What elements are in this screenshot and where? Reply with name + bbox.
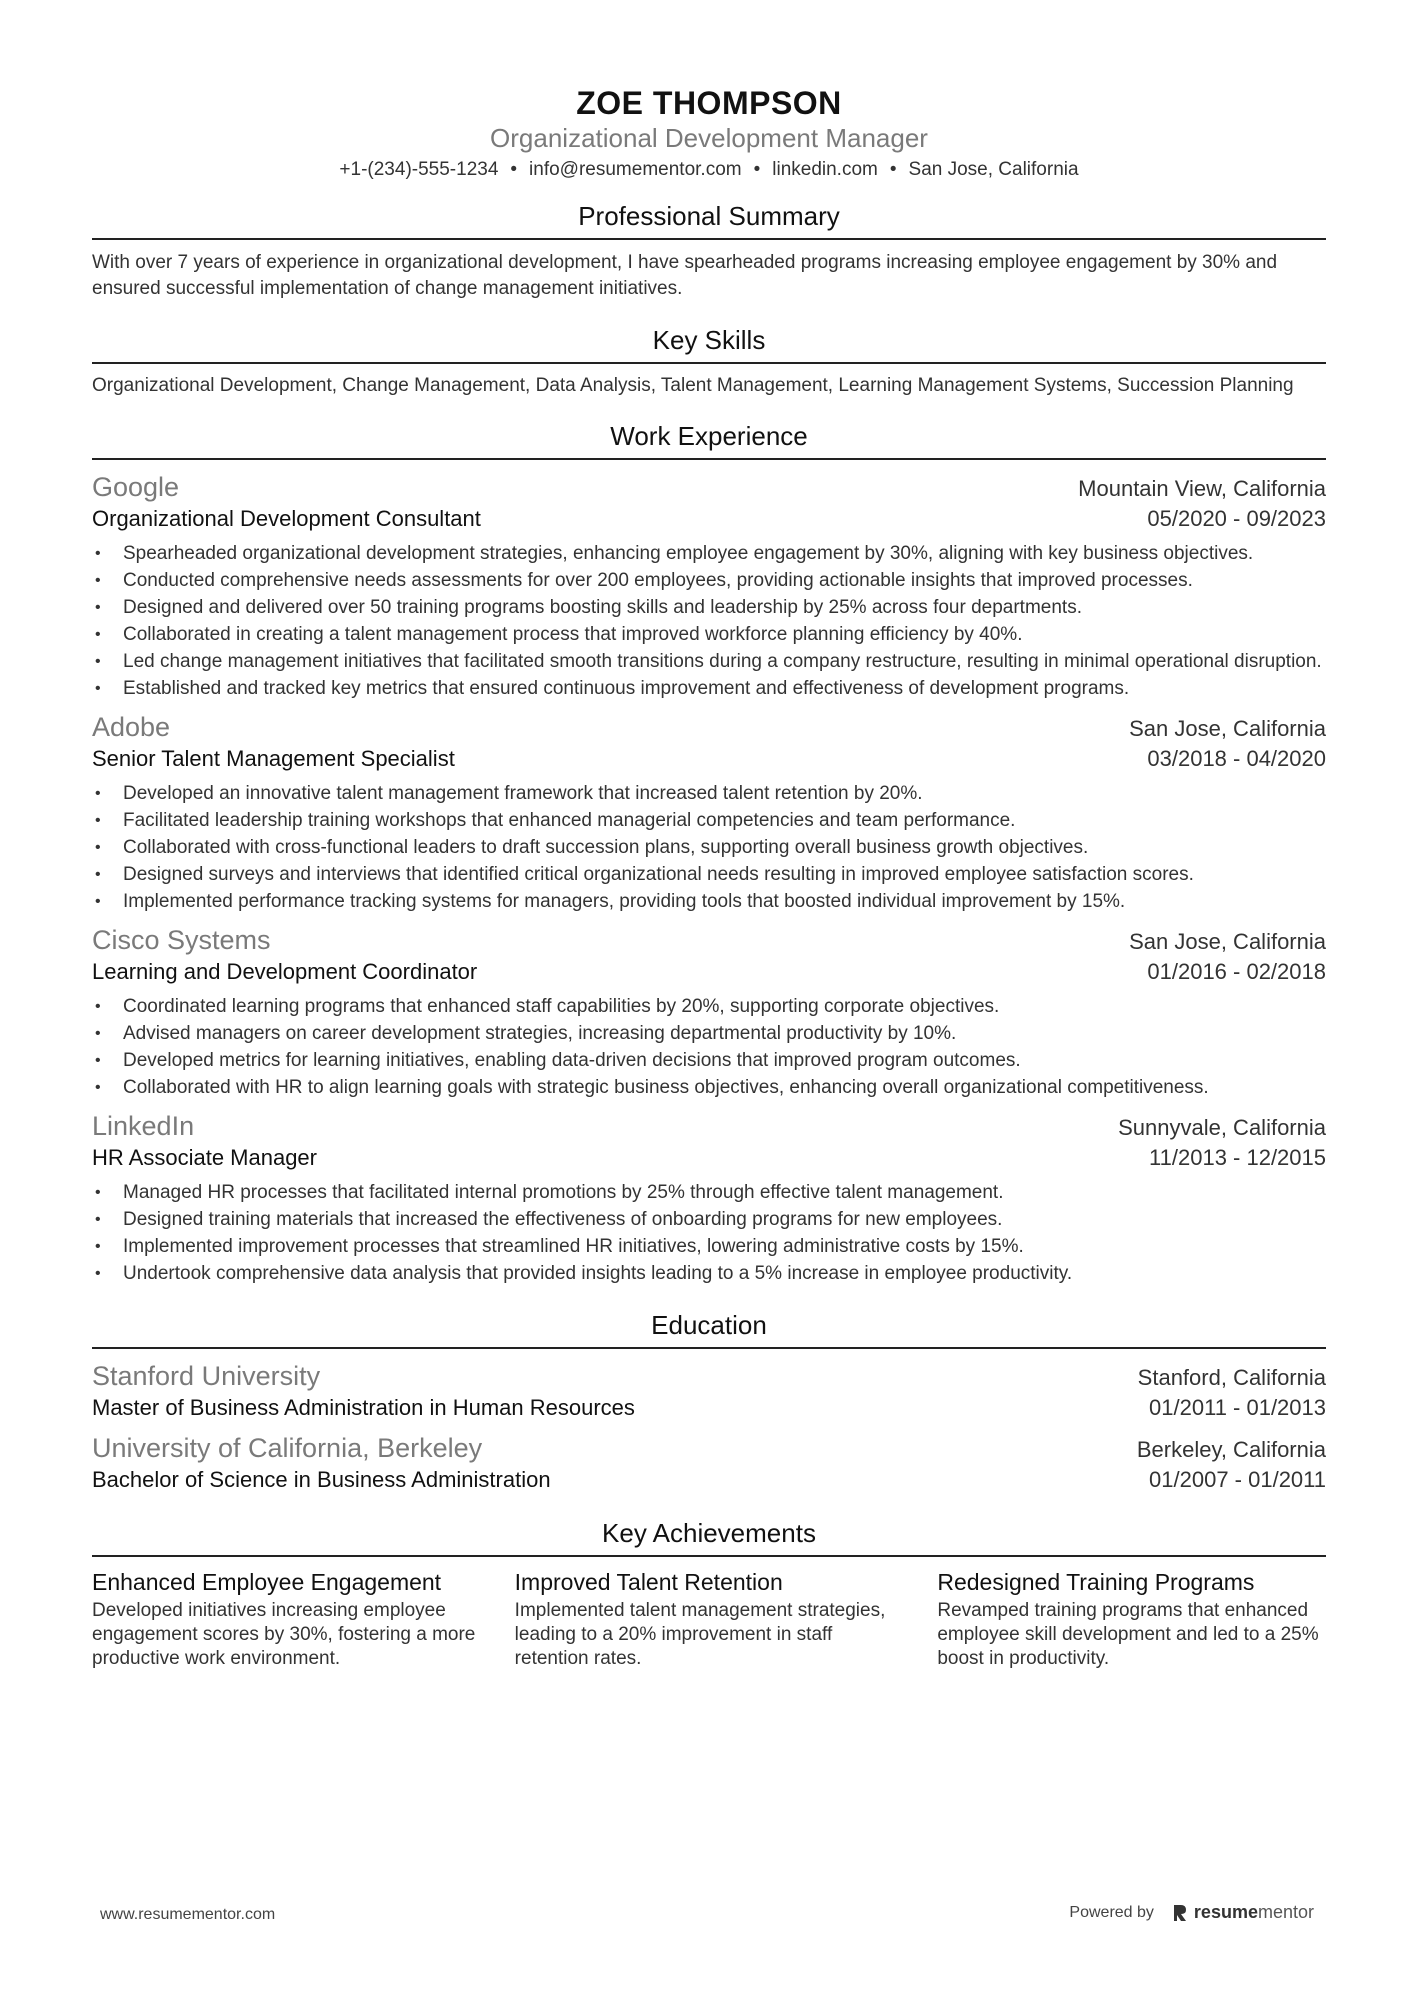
education-dates: 01/2011 - 01/2013: [1149, 1395, 1326, 1420]
job-entry: [92, 923, 1326, 1101]
resume-page: [92, 84, 1326, 1671]
achievement-description: Revamped training programs that enhanced employee skill development and led to a 25% boost in productivity.: [937, 1600, 1319, 1669]
achievement-description: Implemented talent management strategies, leading to a 20% improvement in staff retention rates.: [514, 1600, 886, 1669]
job-dates: 05/2020 - 09/2023: [1147, 506, 1326, 531]
school-location: Berkeley, California: [1136, 1437, 1326, 1462]
job-title: HR Associate Manager: [92, 1145, 317, 1170]
bullet-item: • Developed metrics for learning initiatives, enabling data-driven decisions that improved program outcomes.: [92, 1047, 1326, 1074]
bullet-item: • Designed and delivered over 50 training programs boosting skills and leadership by 25% across four departments.: [92, 594, 1326, 621]
bullet-separator: •: [510, 159, 518, 180]
bullet-item: • Undertook comprehensive data analysis that provided insights leading to a 5% increase in employee productivity.: [92, 1260, 1326, 1287]
job-location: Sunnyvale, California: [1118, 1115, 1326, 1140]
bullet-item: • Developed an innovative talent management framework that increased talent retention by 20%.: [92, 780, 1326, 807]
experience-heading: Work Experience: [92, 420, 1326, 460]
company-name: Adobe: [92, 712, 171, 742]
education-entry: [92, 1431, 1326, 1495]
company-name: Cisco Systems: [92, 925, 271, 955]
bullet-item: • Collaborated in creating a talent management process that improved workforce planning efficiency by 40%.: [92, 621, 1326, 648]
contact-line: [92, 158, 1326, 182]
achievements-grid: [92, 1567, 1326, 1671]
degree: Master of Business Administration in Human Resources: [92, 1395, 635, 1420]
bullet-item: • Collaborated with cross-functional leaders to draft succession plans, supporting overall business growth objectives.: [92, 834, 1326, 861]
achievement-title: Enhanced Employee Engagement: [92, 1569, 442, 1595]
bullet-item: • Facilitated leadership training workshops that enhanced managerial competencies and team performance.: [92, 807, 1326, 834]
job-dates: 11/2013 - 12/2015: [1149, 1145, 1326, 1170]
job-bullets: [92, 1179, 1326, 1287]
bullet-item: • Spearheaded organizational development strategies, enhancing employee engagement by 30%, aligning with key business objectives.: [92, 540, 1326, 567]
footer-branding: [1069, 1902, 1314, 1923]
bullet-item: • Implemented improvement processes that streamlined HR initiatives, lowering administrative costs by 15%.: [92, 1233, 1326, 1260]
contact-location: San Jose, California: [908, 159, 1079, 180]
bullet-item: • Managed HR processes that facilitated internal promotions by 25% through effective talent management.: [92, 1179, 1326, 1206]
job-bullets: [92, 540, 1326, 702]
bullet-item: • Collaborated with HR to align learning goals with strategic business objectives, enhancing overall organizational competitiveness.: [92, 1074, 1326, 1101]
job-title: Organizational Development Consultant: [92, 506, 481, 531]
achievement-title: Redesigned Training Programs: [937, 1569, 1255, 1595]
education-entry: [92, 1359, 1326, 1423]
bullet-item: • Designed surveys and interviews that identified critical organizational needs resulting in improved employee satisfaction scores.: [92, 861, 1326, 888]
bullet-item: • Designed training materials that increased the effectiveness of onboarding programs for new employees.: [92, 1206, 1326, 1233]
job-bullets: [92, 780, 1326, 915]
job-entry: [92, 710, 1326, 915]
candidate-name: ZOE THOMPSON: [576, 85, 842, 121]
skills-text: Organizational Development, Change Management, Data Analysis, Talent Management, Learning Management Systems, Succession Planning: [92, 375, 1294, 396]
achievement-card: [937, 1567, 1326, 1671]
education-dates: 01/2007 - 01/2011: [1149, 1467, 1326, 1492]
job-location: Mountain View, California: [1078, 476, 1326, 501]
job-location: San Jose, California: [1129, 716, 1326, 741]
job-title: Learning and Development Coordinator: [92, 959, 478, 984]
bullet-item: • Advised managers on career development strategies, increasing departmental productivity by 10%.: [92, 1020, 1326, 1047]
school-location: Stanford, California: [1137, 1365, 1326, 1390]
achievement-card: [92, 1567, 481, 1671]
summary-heading: Professional Summary: [92, 200, 1326, 240]
achievement-title: Improved Talent Retention: [514, 1569, 783, 1595]
achievements-heading: Key Achievements: [92, 1517, 1326, 1557]
school-name: Stanford University: [92, 1361, 321, 1391]
skills-heading: Key Skills: [92, 324, 1326, 364]
education-heading: Education: [92, 1309, 1326, 1349]
school-name: University of California, Berkeley: [92, 1433, 483, 1463]
brand-name-bold: resume: [1193, 1902, 1258, 1922]
bullet-item: • Established and tracked key metrics that ensured continuous improvement and effectiveness of development programs.: [92, 675, 1326, 702]
powered-by-label: Powered by: [1069, 1903, 1154, 1921]
bullet-item: • Implemented performance tracking systems for managers, providing tools that boosted individual improvement by 15%.: [92, 888, 1326, 915]
job-entry: [92, 1109, 1326, 1287]
job-title: Senior Talent Management Specialist: [92, 746, 455, 771]
achievement-card: [515, 1567, 904, 1671]
achievement-description: Developed initiatives increasing employee engagement scores by 30%, fostering a more productive work environment.: [92, 1600, 476, 1669]
contact-phone: +1-(234)-555-1234: [339, 159, 499, 180]
summary-text: With over 7 years of experience in organizational development, I have spearheaded programs increasing employee engagement by 30% and ensured successful implementation of change management initiatives.: [92, 252, 1278, 299]
contact-linkedin[interactable]: linkedin.com: [772, 159, 878, 180]
bullet-item: • Led change management initiatives that facilitated smooth transitions during a company restructure, resulting in minimal operational disruption.: [92, 648, 1326, 675]
footer-website[interactable]: www.resumementor.com: [100, 1906, 276, 1923]
bullet-separator: •: [889, 159, 897, 180]
bullet-separator: •: [753, 159, 761, 180]
contact-email[interactable]: info@resumementor.com: [529, 159, 742, 180]
brand-logo[interactable]: [1172, 1902, 1314, 1923]
company-name: Google: [92, 472, 180, 502]
bullet-item: • Conducted comprehensive needs assessments for over 200 employees, providing actionable insights that improved processes.: [92, 567, 1326, 594]
company-name: LinkedIn: [92, 1111, 195, 1141]
brand-name-light: mentor: [1257, 1902, 1314, 1922]
resumementor-logo-icon: [1172, 1903, 1188, 1923]
job-dates: 03/2018 - 04/2020: [1147, 746, 1326, 771]
job-entry: [92, 470, 1326, 702]
bullet-item: • Coordinated learning programs that enhanced staff capabilities by 20%, supporting corporate objectives.: [92, 993, 1326, 1020]
degree: Bachelor of Science in Business Administration: [92, 1467, 551, 1492]
job-location: San Jose, California: [1129, 929, 1326, 954]
candidate-title: Organizational Development Manager: [490, 123, 928, 153]
job-dates: 01/2016 - 02/2018: [1147, 959, 1326, 984]
job-bullets: [92, 993, 1326, 1101]
